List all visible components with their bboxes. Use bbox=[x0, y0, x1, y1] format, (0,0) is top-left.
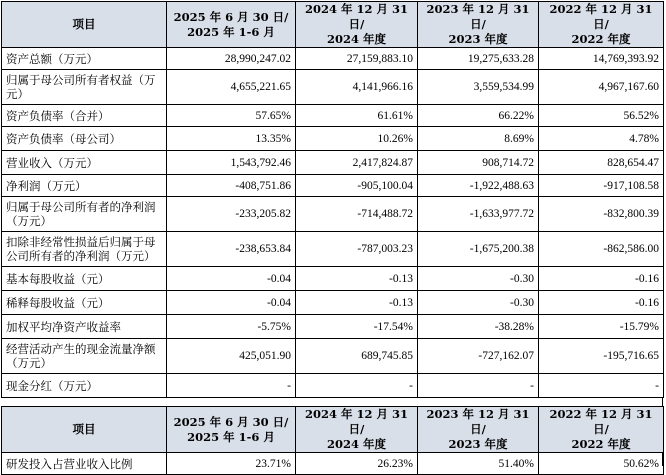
cell-value: -1,675,200.38 bbox=[418, 232, 539, 267]
cell-value: -787,003.23 bbox=[296, 232, 418, 267]
row-label: 扣除非经常性损益后归属于母公司所有者的净利润（万元） bbox=[2, 232, 167, 267]
table-row bbox=[2, 48, 664, 70]
cell-value: -0.16 bbox=[539, 291, 664, 315]
header-col-2024: 2024 年 12 月 31 日/ 2024 年度 bbox=[296, 2, 418, 48]
cell-value: -0.04 bbox=[167, 291, 296, 315]
financial-summary-table bbox=[1, 1, 664, 398]
table-row bbox=[2, 232, 664, 267]
cell-value: -727,162.07 bbox=[418, 339, 539, 374]
table-row bbox=[2, 151, 664, 175]
cell-value: - bbox=[296, 374, 418, 398]
cell-value: -38.28% bbox=[418, 315, 539, 339]
header-item: 项目 bbox=[2, 2, 167, 48]
header-col-2023: 2023 年 12 月 31 日/ 2023 年度 bbox=[418, 2, 539, 48]
header-row bbox=[2, 407, 664, 453]
cell-value: 19,275,633.28 bbox=[418, 48, 539, 70]
cell-value: 61.61% bbox=[296, 105, 418, 127]
cell-value: 10.26% bbox=[296, 127, 418, 151]
row-label: 资产负债率（母公司） bbox=[2, 127, 167, 151]
header-col-2025: 2025 年 6 月 30 日/ 2025 年 1-6 月 bbox=[167, 2, 296, 48]
row-label: 经营活动产生的现金流量净额（万元） bbox=[2, 339, 167, 374]
row-label: 资产总额（万元） bbox=[2, 48, 167, 70]
cell-value: 66.22% bbox=[418, 105, 539, 127]
rd-ratio-table bbox=[1, 406, 664, 475]
cell-value: 26.23% bbox=[296, 453, 418, 475]
table-row bbox=[2, 197, 664, 232]
row-label: 加权平均净资产收益率 bbox=[2, 315, 167, 339]
header-item: 项目 bbox=[2, 407, 167, 453]
header-col-2024: 2024 年 12 月 31 日/ 2024 年度 bbox=[296, 407, 418, 453]
cell-value: 51.40% bbox=[418, 453, 539, 475]
cell-value: - bbox=[167, 374, 296, 398]
cell-value: 689,745.85 bbox=[296, 339, 418, 374]
cell-value: - bbox=[539, 374, 664, 398]
row-label: 营业收入（万元） bbox=[2, 151, 167, 175]
cell-value: -905,100.04 bbox=[296, 175, 418, 197]
cell-value: 8.69% bbox=[418, 127, 539, 151]
header-row bbox=[2, 2, 664, 48]
cell-value: -832,800.39 bbox=[539, 197, 664, 232]
table-row bbox=[2, 127, 664, 151]
cell-value: -1,633,977.72 bbox=[418, 197, 539, 232]
cell-value: -0.16 bbox=[539, 267, 664, 291]
row-label: 基本每股收益（元） bbox=[2, 267, 167, 291]
cell-value: -0.30 bbox=[418, 291, 539, 315]
header-col-2025: 2025 年 6 月 30 日/ 2025 年 1-6 月 bbox=[167, 407, 296, 453]
table-row bbox=[2, 70, 664, 105]
cell-value: -1,922,488.63 bbox=[418, 175, 539, 197]
cell-value: -0.13 bbox=[296, 291, 418, 315]
cell-value: -408,751.86 bbox=[167, 175, 296, 197]
cell-value: 425,051.90 bbox=[167, 339, 296, 374]
cell-value: -917,108.58 bbox=[539, 175, 664, 197]
cell-value: -714,488.72 bbox=[296, 197, 418, 232]
table-row bbox=[2, 374, 664, 398]
cell-value: 3,559,534.99 bbox=[418, 70, 539, 105]
cell-value: 13.35% bbox=[167, 127, 296, 151]
cell-value: 2,417,824.87 bbox=[296, 151, 418, 175]
header-col-2023: 2023 年 12 月 31 日/ 2023 年度 bbox=[418, 407, 539, 453]
cell-value: 50.62% bbox=[539, 453, 664, 475]
row-label: 归属于母公司所有者的净利润（万元） bbox=[2, 197, 167, 232]
row-label: 归属于母公司所有者权益（万元） bbox=[2, 70, 167, 105]
cell-value: -233,205.82 bbox=[167, 197, 296, 232]
table-row bbox=[2, 453, 664, 475]
header-col-2022: 2022 年 12 月 31 日/ 2022 年度 bbox=[539, 2, 664, 48]
cell-value: -17.54% bbox=[296, 315, 418, 339]
table-row bbox=[2, 105, 664, 127]
cell-value: 56.52% bbox=[539, 105, 664, 127]
table-row bbox=[2, 339, 664, 374]
cell-value: 4,141,966.16 bbox=[296, 70, 418, 105]
cell-value: -238,653.84 bbox=[167, 232, 296, 267]
row-label: 净利润（万元） bbox=[2, 175, 167, 197]
header-col-2022: 2022 年 12 月 31 日/ 2022 年度 bbox=[539, 407, 664, 453]
cell-value: 828,654.47 bbox=[539, 151, 664, 175]
cell-value: 4,967,167.60 bbox=[539, 70, 664, 105]
cell-value: -0.04 bbox=[167, 267, 296, 291]
row-label: 资产负债率（合并） bbox=[2, 105, 167, 127]
cell-value: -0.30 bbox=[418, 267, 539, 291]
cell-value: -5.75% bbox=[167, 315, 296, 339]
cell-value: 908,714.72 bbox=[418, 151, 539, 175]
cell-value: 1,543,792.46 bbox=[167, 151, 296, 175]
cell-value: 23.71% bbox=[167, 453, 296, 475]
row-label: 稀释每股收益（元） bbox=[2, 291, 167, 315]
cell-value: 28,990,247.02 bbox=[167, 48, 296, 70]
row-label: 现金分红（万元） bbox=[2, 374, 167, 398]
cell-value: -0.13 bbox=[296, 267, 418, 291]
cell-value: 4,655,221.65 bbox=[167, 70, 296, 105]
cell-value: -195,716.65 bbox=[539, 339, 664, 374]
cell-value: 4.78% bbox=[539, 127, 664, 151]
cell-value: 57.65% bbox=[167, 105, 296, 127]
table-row bbox=[2, 175, 664, 197]
table-row bbox=[2, 291, 664, 315]
table-row bbox=[2, 315, 664, 339]
cell-value: 27,159,883.10 bbox=[296, 48, 418, 70]
cell-value: 14,769,393.92 bbox=[539, 48, 664, 70]
cell-value: -862,586.00 bbox=[539, 232, 664, 267]
cell-value: - bbox=[418, 374, 539, 398]
table-row bbox=[2, 267, 664, 291]
cell-value: -15.79% bbox=[539, 315, 664, 339]
row-label: 研发投入占营业收入比例 bbox=[2, 453, 167, 475]
